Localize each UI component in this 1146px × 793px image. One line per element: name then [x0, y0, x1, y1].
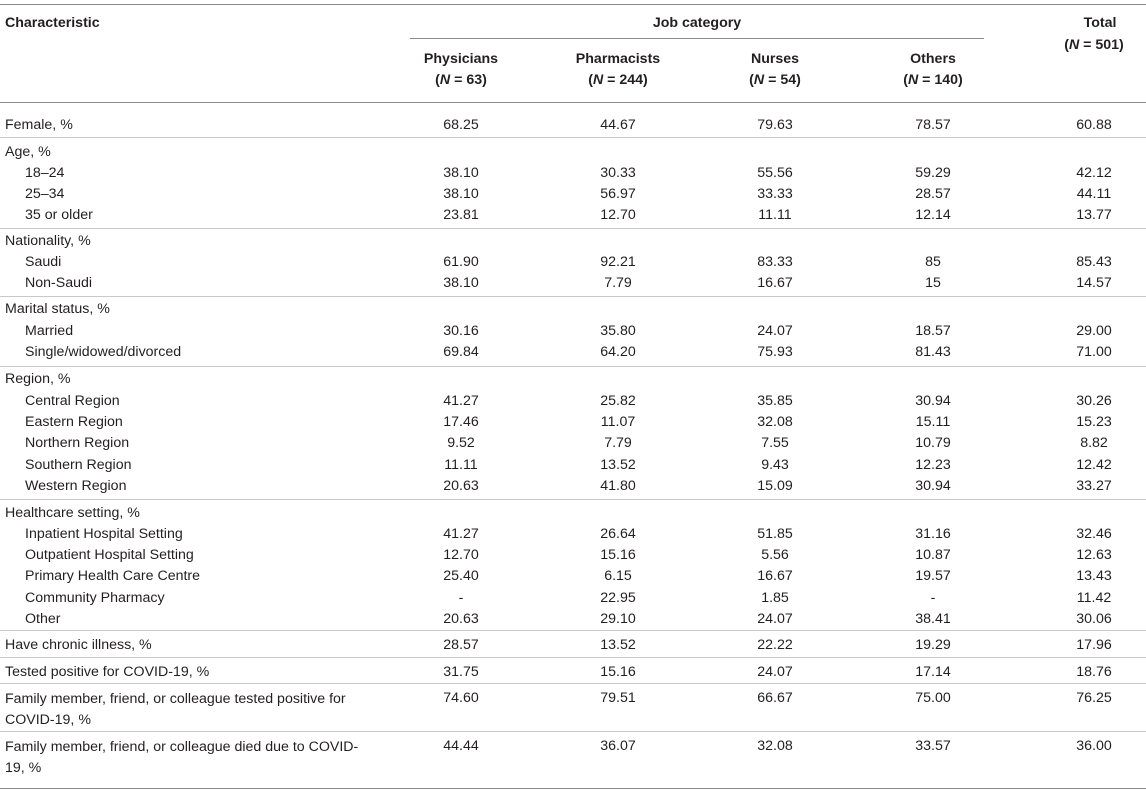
- row-label: Northern Region: [25, 435, 130, 451]
- table-cell: 35.80: [600, 323, 636, 339]
- column-header-nurses: Nurses: [750, 51, 800, 67]
- table-cell: 44.11: [1076, 186, 1112, 202]
- table-cell: 9.43: [761, 457, 789, 473]
- table-cell: 7.55: [761, 435, 789, 451]
- row-separator: [0, 499, 1146, 500]
- row-label: 25–34: [25, 186, 65, 202]
- table-cell: 30.26: [1076, 393, 1112, 409]
- row-label: Central Region: [25, 393, 120, 409]
- table-cell: 55.56: [757, 165, 793, 181]
- table-cell: 12.63: [1076, 547, 1112, 563]
- table-cell: 25.82: [600, 393, 636, 409]
- row-label: Community Pharmacy: [25, 590, 165, 606]
- table-cell: 74.60: [443, 690, 479, 706]
- table-cell: 64.20: [600, 344, 636, 360]
- table-cell: 13.43: [1076, 568, 1112, 584]
- row-label: 18–24: [25, 165, 65, 181]
- table-cell: -: [458, 590, 464, 606]
- table-cell: 18.57: [915, 323, 951, 339]
- table-cell: 25.40: [443, 568, 479, 584]
- job-category-header: Job category: [652, 15, 742, 31]
- table-cell: 68.25: [443, 117, 479, 133]
- bottom-rule: [0, 788, 1146, 789]
- table-cell: 11.11: [758, 207, 792, 223]
- column-n-others: (N = 140): [903, 72, 963, 88]
- column-n-nurses: (N = 54): [749, 72, 801, 88]
- row-label: Eastern Region: [25, 414, 123, 430]
- table-cell: 24.07: [757, 323, 793, 339]
- table-cell: 26.64: [600, 526, 636, 542]
- row-separator: [0, 228, 1146, 229]
- row-separator: [0, 657, 1146, 658]
- table-cell: 36.00: [1076, 738, 1112, 754]
- row-label: 35 or older: [25, 207, 93, 223]
- row-label: Married: [25, 323, 74, 339]
- table-cell: 32.08: [757, 414, 793, 430]
- table-cell: 38.41: [915, 611, 951, 627]
- table-cell: 1.85: [761, 590, 789, 606]
- table-cell: 41.27: [443, 393, 479, 409]
- row-label: Have chronic illness, %: [5, 637, 152, 653]
- table-cell: 33.27: [1076, 478, 1112, 494]
- table-cell: 38.10: [443, 275, 479, 291]
- table-cell: 13.52: [600, 457, 636, 473]
- row-label: Other: [25, 611, 61, 627]
- table-cell: 38.10: [443, 165, 479, 181]
- column-header-physicians: Physicians: [423, 51, 499, 67]
- table-cell: 17.46: [443, 414, 479, 430]
- row-label: Region, %: [5, 371, 71, 387]
- table-cell: 5.56: [761, 547, 789, 563]
- top-rule: [0, 4, 1146, 5]
- table-cell: 6.15: [604, 568, 632, 584]
- table-cell: 30.94: [915, 478, 951, 494]
- row-label: Primary Health Care Centre: [25, 568, 201, 584]
- row-separator: [0, 630, 1146, 631]
- table-cell: 33.57: [915, 738, 951, 754]
- table-cell: 32.08: [757, 738, 793, 754]
- column-header-pharmacists: Pharmacists: [575, 51, 661, 67]
- table-cell: 7.79: [604, 275, 632, 291]
- row-label: Western Region: [25, 478, 127, 494]
- row-separator: [0, 366, 1146, 367]
- table-cell: 20.63: [443, 611, 479, 627]
- table-cell: 60.88: [1076, 117, 1112, 133]
- row-separator: [0, 683, 1146, 684]
- job-category-rule: [410, 38, 984, 39]
- table-cell: 15.16: [600, 664, 636, 680]
- total-n: (N = 501): [1064, 37, 1124, 53]
- row-label: Single/widowed/divorced: [25, 344, 182, 360]
- table-cell: 75.00: [915, 690, 951, 706]
- table-cell: 30.33: [600, 165, 636, 181]
- table-cell: 22.95: [600, 590, 636, 606]
- table-cell: 9.52: [447, 435, 475, 451]
- table-cell: 42.12: [1076, 165, 1112, 181]
- table-cell: 76.25: [1076, 690, 1112, 706]
- table-cell: 19.57: [915, 568, 951, 584]
- table-cell: 51.85: [757, 526, 793, 542]
- table-cell: 11.42: [1076, 590, 1112, 606]
- table-cell: 18.76: [1076, 664, 1112, 680]
- table-cell: 12.14: [915, 207, 951, 223]
- table-cell: 24.07: [757, 611, 793, 627]
- table-cell: 35.85: [757, 393, 793, 409]
- table-cell: 85.43: [1076, 254, 1112, 270]
- table-cell: 29.00: [1076, 323, 1112, 339]
- table-cell: 28.57: [443, 637, 479, 653]
- table-cell: 81.43: [915, 344, 951, 360]
- table-cell: 10.79: [915, 435, 951, 451]
- table-cell: 8.82: [1080, 435, 1108, 451]
- table-cell: 79.63: [757, 117, 793, 133]
- table-cell: 56.97: [600, 186, 636, 202]
- table-cell: 44.67: [600, 117, 636, 133]
- header-bottom-rule: [0, 102, 1146, 103]
- characteristic-header: Characteristic: [5, 15, 100, 31]
- table-cell: 13.77: [1076, 207, 1112, 223]
- table-cell: 19.29: [915, 637, 951, 653]
- table-cell: 11.11: [444, 457, 478, 473]
- table-cell: 15.16: [600, 547, 636, 563]
- table-cell: 69.84: [443, 344, 479, 360]
- table-cell: 11.07: [600, 414, 636, 430]
- table-cell: 16.67: [757, 275, 793, 291]
- table-cell: 17.96: [1076, 637, 1112, 653]
- table-cell: 33.33: [757, 186, 793, 202]
- table-cell: 31.75: [443, 664, 479, 680]
- table-cell: 13.52: [600, 637, 636, 653]
- table-cell: -: [930, 590, 936, 606]
- table-cell: 30.94: [915, 393, 951, 409]
- row-label: Inpatient Hospital Setting: [25, 526, 183, 542]
- table-cell: 75.93: [757, 344, 793, 360]
- row-label: Southern Region: [25, 457, 132, 473]
- table-cell: 24.07: [757, 664, 793, 680]
- table-cell: 32.46: [1076, 526, 1112, 542]
- row-label: Outpatient Hospital Setting: [25, 547, 194, 563]
- table-cell: 36.07: [600, 738, 636, 754]
- table-cell: 44.44: [443, 738, 479, 754]
- table-cell: 7.79: [604, 435, 632, 451]
- table-cell: 12.70: [443, 547, 479, 563]
- row-label: Healthcare setting, %: [5, 505, 140, 521]
- table-cell: 41.27: [443, 526, 479, 542]
- table-cell: 15.23: [1076, 414, 1112, 430]
- table-cell: 92.21: [600, 254, 636, 270]
- row-label: Nationality, %: [5, 233, 91, 249]
- table-cell: 38.10: [443, 186, 479, 202]
- table-cell: 30.06: [1076, 611, 1112, 627]
- table-cell: 12.42: [1076, 457, 1112, 473]
- table-cell: 29.10: [600, 611, 636, 627]
- table-cell: 61.90: [443, 254, 479, 270]
- table-cell: 14.57: [1076, 275, 1112, 291]
- table-cell: 71.00: [1076, 344, 1112, 360]
- column-n-pharmacists: (N = 244): [588, 72, 648, 88]
- table-cell: 15.09: [757, 478, 793, 494]
- table-cell: 59.29: [915, 165, 951, 181]
- table-cell: 28.57: [915, 186, 951, 202]
- table-cell: 20.63: [443, 478, 479, 494]
- table-cell: 30.16: [443, 323, 479, 339]
- table-cell: 83.33: [757, 254, 793, 270]
- table-cell: 10.87: [915, 547, 951, 563]
- row-label: Age, %: [5, 144, 51, 160]
- table-cell: 17.14: [915, 664, 951, 680]
- table-cell: 85: [925, 254, 941, 270]
- row-separator: [0, 296, 1146, 297]
- table-cell: 15: [925, 275, 941, 291]
- row-label: Family member, friend, or colleague died due to COVID-19, %: [5, 739, 359, 776]
- total-header: Total: [1083, 15, 1117, 31]
- column-n-physicians: (N = 63): [435, 72, 487, 88]
- table-cell: 66.67: [757, 690, 793, 706]
- row-label: Tested positive for COVID-19, %: [5, 664, 210, 680]
- row-label: Female, %: [5, 117, 73, 133]
- row-label: Family member, friend, or colleague tested positive for COVID-19, %: [5, 691, 346, 728]
- table-cell: 15.11: [915, 414, 951, 430]
- row-label: Saudi: [25, 254, 62, 270]
- row-separator: [0, 731, 1146, 732]
- table-cell: 31.16: [915, 526, 951, 542]
- table-cell: 41.80: [600, 478, 636, 494]
- table-cell: 12.23: [915, 457, 951, 473]
- table-cell: 78.57: [915, 117, 951, 133]
- row-label: Non-Saudi: [25, 275, 93, 291]
- row-separator: [0, 137, 1146, 138]
- column-header-others: Others: [910, 51, 956, 67]
- table-cell: 23.81: [443, 207, 479, 223]
- table-cell: 22.22: [757, 637, 793, 653]
- row-label: Marital status, %: [5, 301, 110, 317]
- table-cell: 12.70: [600, 207, 636, 223]
- table-cell: 79.51: [600, 690, 636, 706]
- table-cell: 16.67: [757, 568, 793, 584]
